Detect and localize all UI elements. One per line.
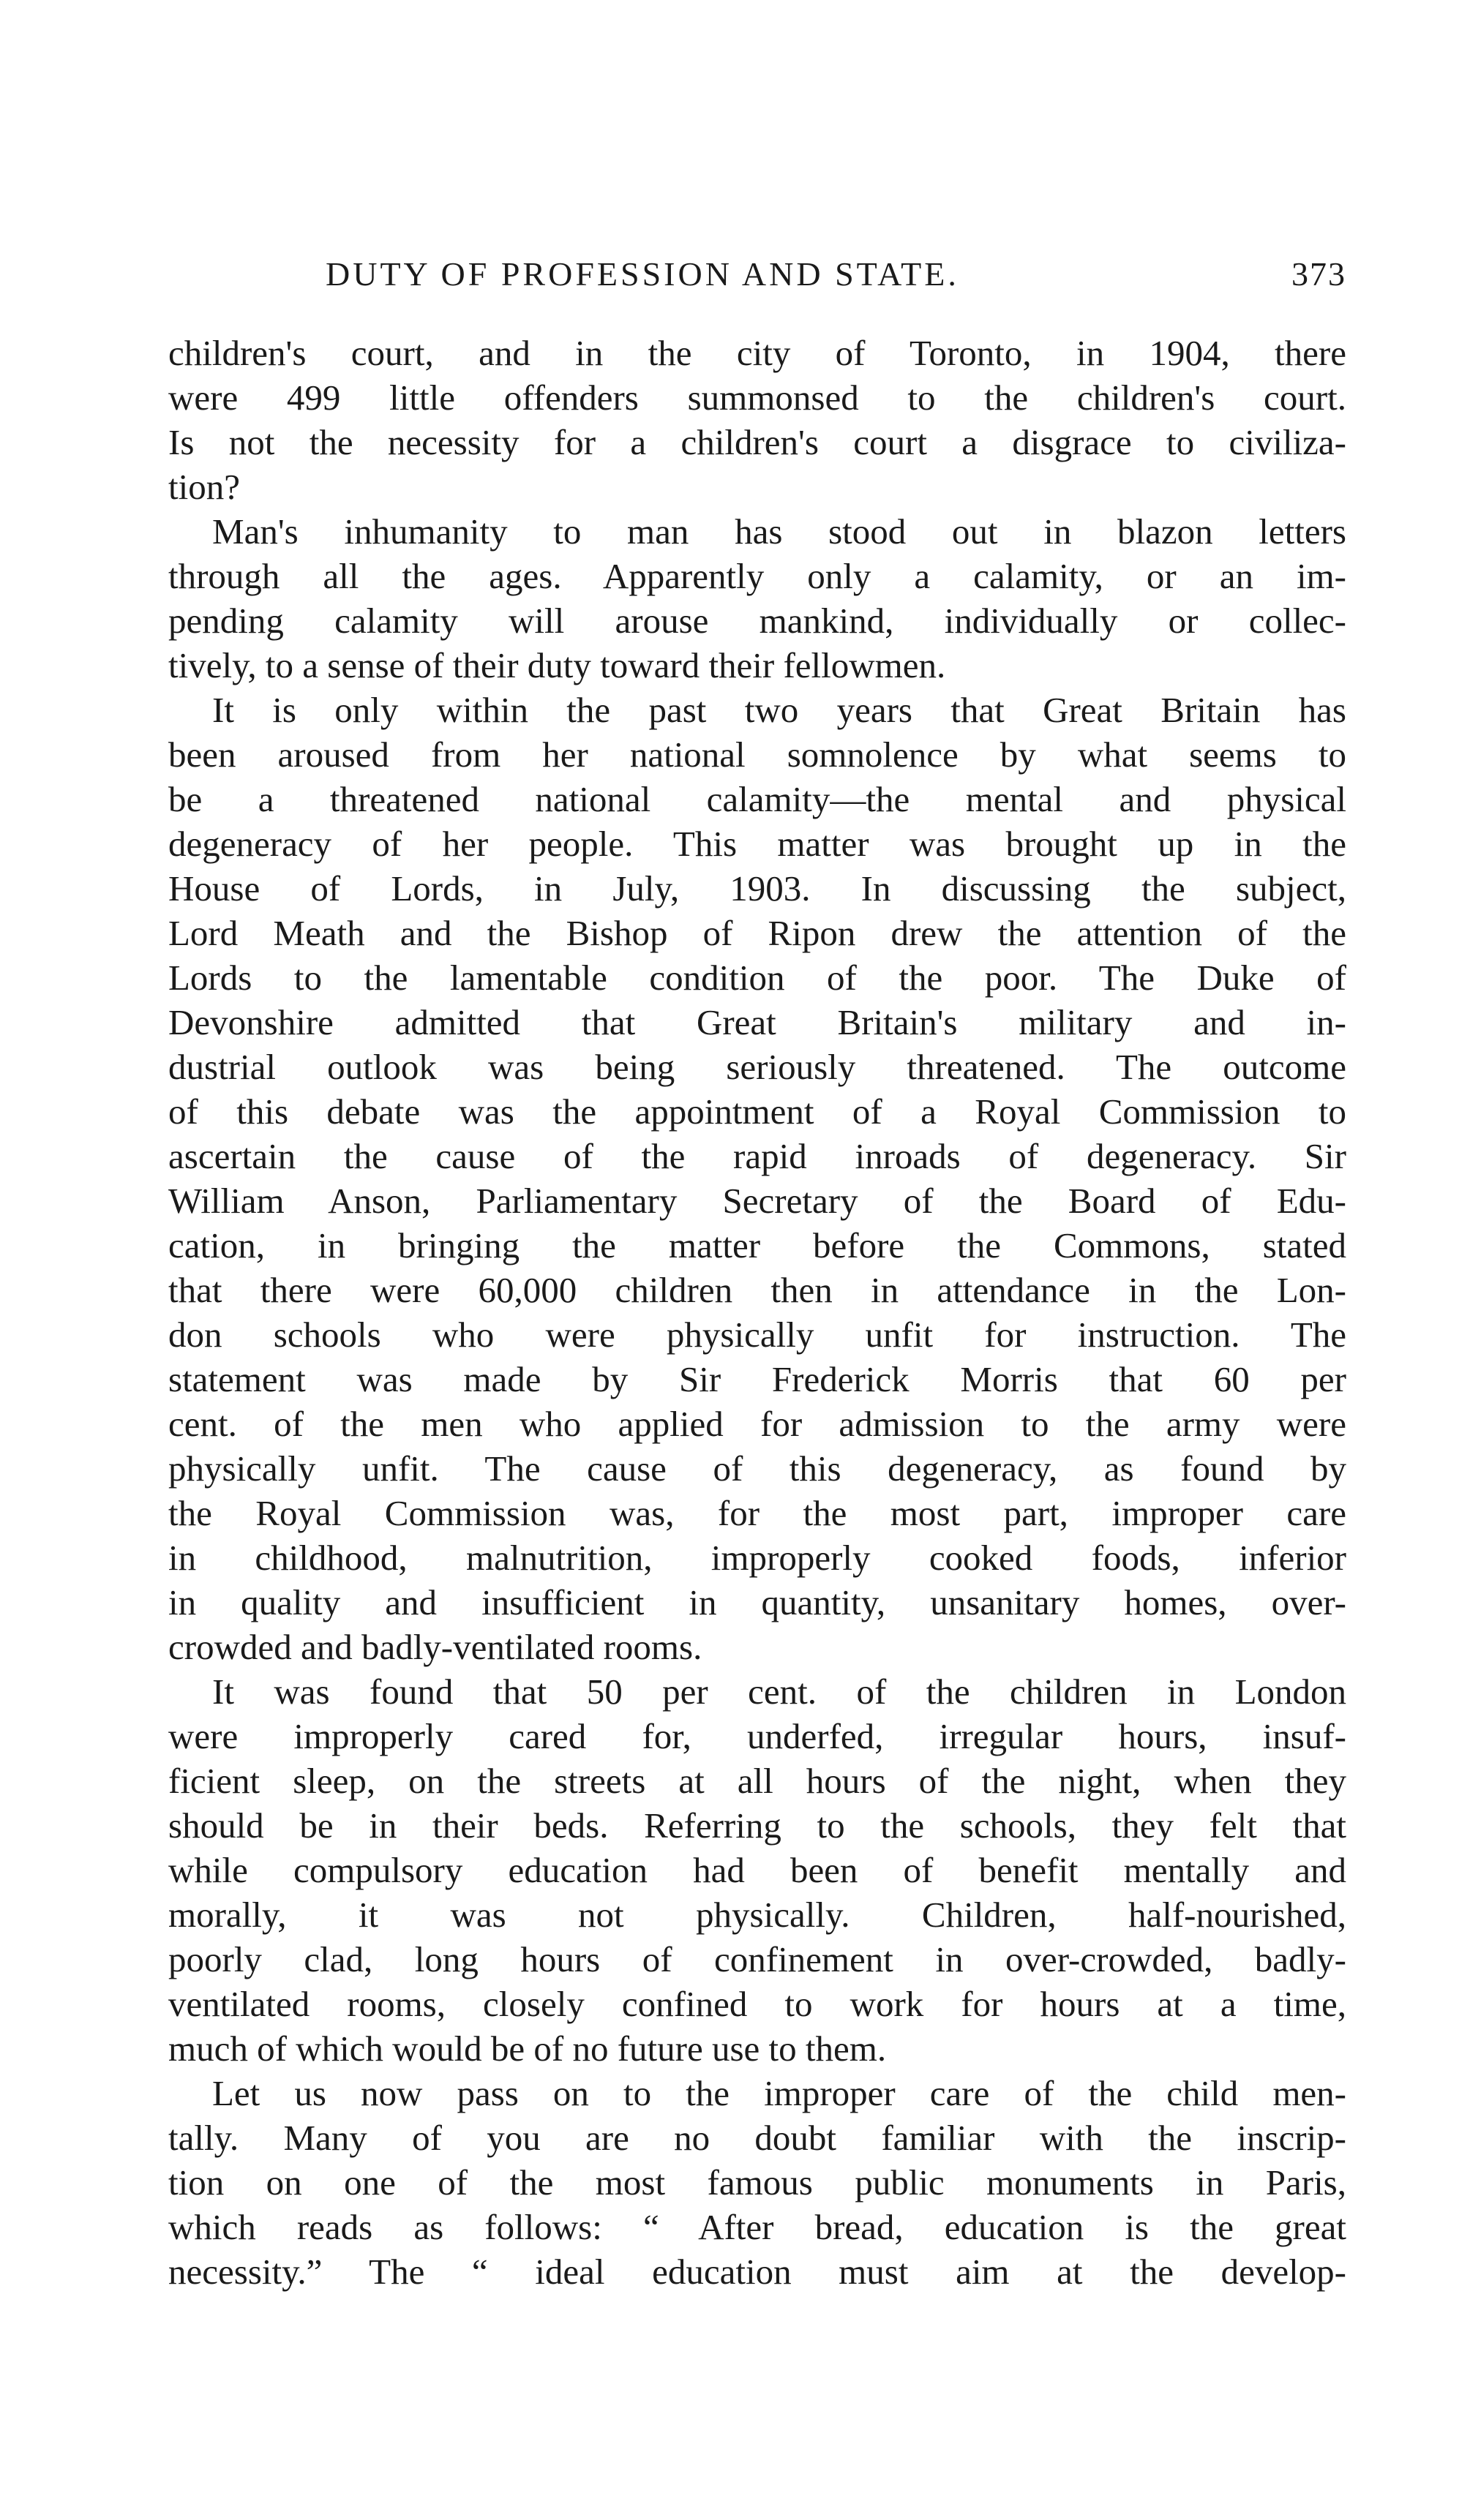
- text-line: tively, to a sense of their duty toward their fellowmen.: [168, 645, 946, 685]
- text-line: should be in their beds. Referring to the schools, they felt that: [168, 1805, 1346, 1846]
- page-number: 373: [1291, 255, 1346, 293]
- text-line: Devonshire admitted that Great Britain's military and in-: [168, 1002, 1346, 1042]
- text-line: cent. of the men who applied for admission to the army were: [168, 1404, 1346, 1444]
- text-line: much of which would be of no future use to them.: [168, 2028, 887, 2069]
- text-line: that there were 60,000 children then in attendance in the Lon-: [168, 1270, 1346, 1310]
- text-line: in childhood, malnutrition, improperly cooked foods, inferior: [168, 1538, 1346, 1578]
- text-line: Lord Meath and the Bishop of Ripon drew the attention of the: [168, 913, 1346, 953]
- text-line: Lords to the lamentable condition of the poor. The Duke of: [168, 958, 1346, 998]
- text-line: necessity.” The “ ideal education must aim at the develop-: [168, 2252, 1346, 2292]
- body-text: [168, 331, 1346, 2294]
- text-line: children's court, and in the city of Toronto, in 1904, there: [168, 333, 1346, 373]
- text-line: been aroused from her national somnolence by what seems to: [168, 734, 1346, 775]
- text-line: House of Lords, in July, 1903. In discussing the subject,: [168, 868, 1346, 909]
- text-line: poorly clad, long hours of confinement in over-crowded, badly-: [168, 1939, 1346, 1979]
- text-line: tion on one of the most famous public monuments in Paris,: [168, 2162, 1346, 2203]
- text-line: degeneracy of her people. This matter was brought up in the: [168, 824, 1346, 864]
- text-line: Is not the necessity for a children's court a disgrace to civiliza-: [168, 422, 1346, 462]
- running-head: [168, 255, 1346, 306]
- text-line: of this debate was the appointment of a Royal Commission to: [168, 1091, 1346, 1132]
- text-line: through all the ages. Apparently only a calamity, or an im-: [168, 556, 1346, 596]
- text-line: were improperly cared for, underfed, irregular hours, insuf-: [168, 1716, 1346, 1756]
- text-line: It is only within the past two years that Great Britain has: [212, 690, 1346, 730]
- text-line: morally, it was not physically. Children, half-nourished,: [168, 1895, 1346, 1935]
- text-line: ventilated rooms, closely confined to work for hours at a time,: [168, 1984, 1346, 2024]
- text-line: don schools who were physically unfit for instruction. The: [168, 1314, 1346, 1355]
- text-line: pending calamity will arouse mankind, individually or collec-: [168, 601, 1346, 641]
- text-line: the Royal Commission was, for the most part, improper care: [168, 1493, 1346, 1533]
- text-line: physically unfit. The cause of this degeneracy, as found by: [168, 1448, 1346, 1489]
- text-line: Man's inhumanity to man has stood out in blazon letters: [212, 511, 1346, 552]
- text-line: in quality and insufficient in quantity, unsanitary homes, over-: [168, 1582, 1346, 1622]
- running-title: DUTY OF PROFESSION AND STATE.: [326, 255, 959, 293]
- text-line: tion?: [168, 467, 240, 507]
- text-line: ficient sleep, on the streets at all hours of the night, when they: [168, 1761, 1346, 1801]
- text-line: dustrial outlook was being seriously threatened. The outcome: [168, 1047, 1346, 1087]
- text-line: Let us now pass on to the improper care of the child men-: [212, 2073, 1346, 2113]
- text-line: statement was made by Sir Frederick Morris that 60 per: [168, 1359, 1346, 1399]
- text-line: cation, in bringing the matter before the Commons, stated: [168, 1225, 1346, 1265]
- text-line: which reads as follows: “ After bread, education is the great: [168, 2207, 1346, 2247]
- text-line: It was found that 50 per cent. of the children in London: [212, 1671, 1346, 1712]
- text-line: were 499 little offenders summonsed to the children's court.: [168, 377, 1346, 418]
- text-line: tally. Many of you are no doubt familiar with the inscrip-: [168, 2118, 1346, 2158]
- text-line: William Anson, Parliamentary Secretary of the Board of Edu-: [168, 1181, 1346, 1221]
- text-line: be a threatened national calamity—the mental and physical: [168, 779, 1346, 819]
- text-line: while compulsory education had been of benefit mentally and: [168, 1850, 1346, 1890]
- text-line: ascertain the cause of the rapid inroads of degeneracy. Sir: [168, 1136, 1346, 1176]
- text-line: crowded and badly-ventilated rooms.: [168, 1627, 702, 1667]
